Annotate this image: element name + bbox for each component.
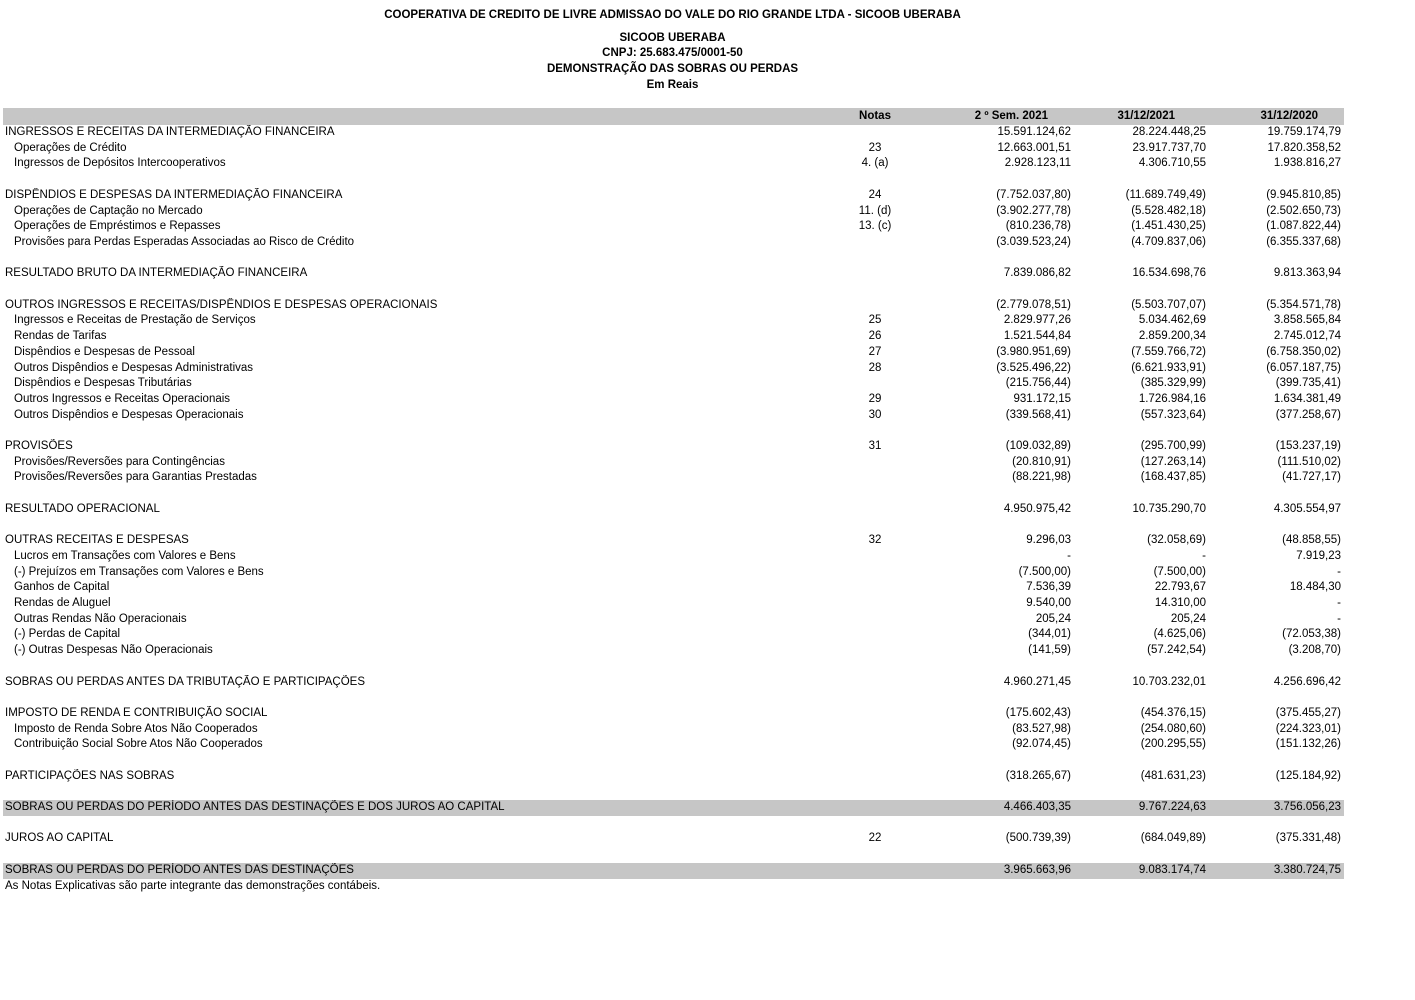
detail-row — [3, 141, 1344, 157]
value-period-3: (3.208,70) — [1288, 644, 1341, 657]
value-period-2: (4.625,06) — [1153, 628, 1206, 641]
value-period-3: (399.735,41) — [1275, 377, 1341, 390]
spacer-row — [3, 518, 1344, 534]
income-statement-table — [3, 108, 1344, 879]
detail-row — [3, 329, 1344, 345]
value-period-3: (1.087.822,44) — [1266, 220, 1341, 233]
row-note: 32 — [868, 534, 882, 547]
detail-row — [3, 470, 1344, 486]
value-period-3: (125.184,92) — [1275, 769, 1341, 782]
spacer-row — [3, 816, 1344, 832]
value-period-1: 2.928.123,11 — [1004, 157, 1071, 170]
row-note — [829, 675, 921, 691]
spacer-row — [3, 690, 1344, 706]
value-period-2: (5.528.482,18) — [1131, 204, 1206, 217]
footnote: As Notas Explicativas são parte integrante das demonstrações contábeis. — [5, 880, 381, 892]
detail-row — [3, 722, 1344, 738]
spacer-cell — [3, 282, 1344, 298]
spacer-cell — [3, 659, 1344, 675]
header-notes: Notas — [829, 108, 921, 125]
detail-row — [3, 549, 1344, 565]
value-period-3: (224.323,01) — [1275, 722, 1341, 735]
row-label: Provisões para Perdas Esperadas Associadas ao Risco de Crédito — [14, 235, 355, 248]
statement-title: DEMONSTRAÇÃO DAS SOBRAS OU PERDAS — [546, 63, 799, 75]
row-note — [829, 769, 921, 785]
value-period-1: 12.663.001,51 — [997, 141, 1071, 154]
detail-row — [3, 156, 1344, 172]
value-period-2: (385.329,99) — [1140, 377, 1206, 390]
value-period-1: (92.074,45) — [1012, 738, 1071, 751]
detail-row — [3, 596, 1344, 612]
value-period-1: 9.296,03 — [1026, 534, 1071, 547]
row-label: SOBRAS OU PERDAS DO PERÍODO ANTES DAS DESTINAÇÕES E DOS JUROS AO CAPITAL — [3, 800, 829, 816]
spacer-row — [3, 659, 1344, 675]
value-period-1: (810.236,78) — [1005, 220, 1071, 233]
value-period-3: 7.919,23 — [1296, 549, 1341, 562]
spacer-cell — [3, 518, 1344, 534]
value-period-1: 9.540,00 — [1026, 597, 1071, 609]
value-period-1: (500.739,39) — [1005, 832, 1071, 845]
value-period-2: 9.767.224,63 — [1074, 800, 1209, 816]
spacer-cell — [3, 423, 1344, 439]
value-period-1: (88.221,98) — [1012, 471, 1071, 484]
row-note — [829, 612, 921, 628]
detail-row — [3, 455, 1344, 471]
value-period-2: 4.306.710,55 — [1138, 157, 1206, 170]
value-period-3: (375.455,27) — [1275, 706, 1341, 719]
value-period-1: (7.500,00) — [1018, 565, 1071, 578]
value-period-3: 2.745.012,74 — [1273, 330, 1341, 343]
table-body — [3, 125, 1344, 879]
row-label: Outros Dispêndios e Despesas Administrativas — [14, 361, 254, 374]
row-note — [829, 580, 921, 596]
row-note — [829, 235, 921, 251]
row-label: Dispêndios e Despesas de Pessoal — [14, 345, 195, 358]
value-period-2: 14.310,00 — [1154, 597, 1206, 609]
value-period-1: 4.960.271,45 — [1003, 675, 1071, 688]
row-note — [829, 455, 921, 471]
value-period-3: 17.820.358,52 — [1267, 141, 1341, 154]
spacer-cell — [3, 690, 1344, 706]
value-period-2: (11.689.749,49) — [1125, 188, 1206, 201]
value-period-3: (6.758.350,02) — [1266, 345, 1341, 358]
value-period-3: 3.380.724,75 — [1209, 863, 1344, 879]
row-note: 30 — [868, 408, 882, 421]
value-period-2: (295.700,99) — [1140, 440, 1206, 452]
row-note: 13. (c) — [858, 220, 892, 233]
spacer-row — [3, 784, 1344, 800]
row-label: Lucros em Transações com Valores e Bens — [14, 549, 236, 562]
spacer-row — [3, 486, 1344, 502]
value-period-2: (32.058,69) — [1147, 534, 1206, 547]
value-period-3: 19.759.174,79 — [1267, 126, 1341, 138]
row-note — [829, 549, 921, 565]
detail-row — [3, 392, 1344, 408]
detail-row — [3, 376, 1344, 392]
value-period-1: (3.980.951,69) — [996, 345, 1071, 358]
value-period-2: (6.621.933,91) — [1131, 361, 1206, 374]
row-label: PARTICIPAÇÕES NAS SOBRAS — [5, 769, 175, 782]
header-period-2: 31/12/2021 — [1074, 108, 1209, 125]
value-period-1: 7.536,39 — [1026, 581, 1071, 594]
row-label: SOBRAS OU PERDAS DO PERÍODO ANTES DAS DESTINAÇÕES — [3, 863, 829, 879]
spacer-row — [3, 753, 1344, 769]
row-note — [829, 298, 921, 314]
value-period-1: 3.965.663,96 — [921, 863, 1074, 879]
value-period-1: (3.902.277,78) — [996, 204, 1071, 217]
row-label: INGRESSOS E RECEITAS DA INTERMEDIAÇÃO FINANCEIRA — [5, 126, 335, 138]
spacer-cell — [3, 847, 1344, 863]
value-period-3: 3.858.565,84 — [1273, 314, 1341, 327]
value-period-3: (48.858,55) — [1282, 534, 1341, 547]
value-period-2: 9.083.174,74 — [1074, 863, 1209, 879]
section-row — [3, 502, 1344, 518]
spacer-cell — [3, 172, 1344, 188]
row-label: Operações de Crédito — [14, 141, 127, 154]
value-period-3: (9.945.810,85) — [1266, 188, 1341, 201]
value-period-1: 931.172,15 — [1013, 392, 1071, 405]
row-label: (-) Prejuízos em Transações com Valores e Bens — [14, 565, 264, 578]
value-period-1: 1.521.544,84 — [1003, 330, 1071, 343]
row-note — [829, 627, 921, 643]
value-period-1: (2.779.078,51) — [996, 298, 1071, 311]
value-period-1: (215.756,44) — [1005, 377, 1071, 390]
row-note: 23 — [868, 141, 882, 154]
row-note — [829, 376, 921, 392]
value-period-1: (318.265,67) — [1005, 769, 1071, 782]
row-note — [829, 863, 921, 879]
row-note: 24 — [868, 188, 882, 201]
value-period-2: (254.080,60) — [1140, 722, 1206, 735]
row-label: IMPOSTO DE RENDA E CONTRIBUIÇÃO SOCIAL — [5, 706, 268, 719]
value-period-3: (151.132,26) — [1275, 738, 1341, 751]
row-note: 4. (a) — [861, 157, 889, 170]
row-note: 11. (d) — [858, 204, 892, 217]
value-period-3: (41.727,17) — [1282, 471, 1341, 484]
value-period-2: (481.631,23) — [1140, 769, 1206, 782]
section-row — [3, 675, 1344, 691]
detail-row — [3, 737, 1344, 753]
row-note — [829, 125, 921, 141]
row-label: Ingressos de Depósitos Intercooperativos — [14, 157, 226, 170]
value-period-2: (57.242,54) — [1147, 644, 1206, 657]
section-row — [3, 188, 1344, 204]
value-period-2: (557.323,64) — [1140, 408, 1206, 421]
row-note — [829, 502, 921, 518]
value-period-3: (5.354.571,78) — [1266, 298, 1341, 311]
header-description — [3, 108, 829, 125]
row-label: SOBRAS OU PERDAS ANTES DA TRIBUTAÇÃO E PARTICIPAÇÕES — [5, 675, 365, 688]
value-period-1: - — [1067, 549, 1071, 562]
detail-row — [3, 565, 1344, 581]
section-row — [3, 266, 1344, 282]
row-label: (-) Perdas de Capital — [14, 628, 121, 641]
row-label: PROVISÕES — [5, 440, 73, 452]
value-period-1: 2.829.977,26 — [1003, 314, 1071, 327]
spacer-row — [3, 847, 1344, 863]
value-period-2: (4.709.837,06) — [1131, 235, 1206, 248]
value-period-1: (83.527,98) — [1012, 722, 1071, 735]
value-period-2: (684.049,89) — [1140, 832, 1206, 845]
row-label: Imposto de Renda Sobre Atos Não Cooperados — [14, 722, 258, 735]
row-note — [829, 706, 921, 722]
spacer-cell — [3, 784, 1344, 800]
row-note: 27 — [868, 345, 882, 358]
row-note — [829, 596, 921, 612]
row-label: DISPÊNDIOS E DESPESAS DA INTERMEDIAÇÃO FINANCEIRA — [5, 188, 343, 201]
row-label: Dispêndios e Despesas Tributárias — [14, 377, 192, 390]
row-label: RESULTADO BRUTO DA INTERMEDIAÇÃO FINANCEIRA — [5, 267, 308, 280]
value-period-3: 3.756.056,23 — [1209, 800, 1344, 816]
detail-row — [3, 345, 1344, 361]
value-period-3: 1.634.381,49 — [1273, 392, 1341, 405]
value-period-3: 4.256.696,42 — [1273, 675, 1341, 688]
section-row — [3, 533, 1344, 549]
section-row — [3, 439, 1344, 455]
value-period-3: (6.057.187,75) — [1266, 361, 1341, 374]
row-label: Provisões/Reversões para Garantias Prestadas — [14, 471, 257, 484]
value-period-2: 16.534.698,76 — [1132, 267, 1206, 280]
detail-row — [3, 235, 1344, 251]
value-period-3: (6.355.337,68) — [1266, 235, 1341, 248]
value-period-1: 15.591.124,62 — [997, 126, 1071, 138]
value-period-3: (377.258,67) — [1275, 408, 1341, 421]
row-label: Outros Ingressos e Receitas Operacionais — [14, 392, 231, 405]
detail-row — [3, 361, 1344, 377]
value-period-1: 4.950.975,42 — [1003, 502, 1071, 515]
detail-row — [3, 408, 1344, 424]
value-period-2: 28.224.448,25 — [1132, 126, 1206, 138]
value-period-3: (153.237,19) — [1275, 440, 1341, 452]
row-label: Operações de Captação no Mercado — [14, 204, 203, 217]
header-period-1: 2 º Sem. 2021 — [921, 108, 1074, 125]
value-period-2: - — [1202, 549, 1206, 562]
currency-note: Em Reais — [646, 79, 699, 91]
value-period-1: 4.466.403,35 — [921, 800, 1074, 816]
detail-row — [3, 204, 1344, 220]
row-note — [829, 722, 921, 738]
section-row — [3, 706, 1344, 722]
value-period-3: 4.305.554,97 — [1273, 502, 1341, 515]
spacer-row — [3, 282, 1344, 298]
total-row — [3, 800, 1344, 816]
value-period-2: (7.559.766,72) — [1131, 345, 1206, 358]
value-period-2: 205,24 — [1170, 612, 1206, 625]
value-period-3: - — [1337, 612, 1341, 625]
value-period-1: (175.602,43) — [1005, 706, 1071, 719]
row-label: Ingressos e Receitas de Prestação de Serviços — [14, 314, 256, 327]
detail-row — [3, 643, 1344, 659]
value-period-2: (200.295,55) — [1140, 738, 1206, 751]
short-name: SICOOB UBERABA — [619, 32, 726, 44]
value-period-1: (344,01) — [1028, 628, 1071, 641]
row-label: Provisões/Reversões para Contingências — [14, 455, 225, 468]
row-label: JUROS AO CAPITAL — [5, 832, 114, 845]
value-period-1: (141,59) — [1028, 644, 1071, 657]
row-note — [829, 737, 921, 753]
row-label: OUTRAS RECEITAS E DESPESAS — [5, 534, 189, 547]
value-period-1: (339.568,41) — [1005, 408, 1071, 421]
row-label: OUTROS INGRESSOS E RECEITAS/DISPÊNDIOS E DESPESAS OPERACIONAIS — [5, 298, 438, 311]
value-period-2: 23.917.737,70 — [1132, 141, 1206, 154]
section-row — [3, 125, 1344, 141]
spacer-cell — [3, 486, 1344, 502]
row-note: 25 — [868, 314, 882, 327]
row-label: Rendas de Aluguel — [14, 597, 111, 609]
spacer-cell — [3, 251, 1344, 267]
value-period-3: (72.053,38) — [1282, 628, 1341, 641]
row-note — [829, 470, 921, 486]
row-label: Operações de Empréstimos e Repasses — [14, 220, 221, 233]
value-period-3: - — [1337, 597, 1341, 609]
value-period-3: 9.813.363,94 — [1273, 267, 1341, 280]
row-label: Contribuição Social Sobre Atos Não Cooperados — [14, 738, 263, 751]
spacer-row — [3, 423, 1344, 439]
value-period-1: 205,24 — [1035, 612, 1071, 625]
value-period-1: (109.032,89) — [1005, 440, 1071, 452]
detail-row — [3, 627, 1344, 643]
detail-row — [3, 612, 1344, 628]
value-period-2: 10.703.232,01 — [1132, 675, 1206, 688]
value-period-2: 22.793,67 — [1154, 581, 1206, 594]
row-label: Outras Rendas Não Operacionais — [14, 612, 187, 625]
row-note — [829, 643, 921, 659]
value-period-2: (7.500,00) — [1153, 565, 1206, 578]
value-period-2: 10.735.290,70 — [1132, 502, 1206, 515]
table-header-row — [3, 108, 1344, 125]
row-note: 22 — [868, 832, 882, 845]
detail-row — [3, 313, 1344, 329]
value-period-1: (7.752.037,80) — [996, 188, 1071, 201]
value-period-3: (2.502.650,73) — [1266, 204, 1341, 217]
detail-row — [3, 580, 1344, 596]
row-note — [829, 266, 921, 282]
value-period-2: (168.437,85) — [1140, 471, 1206, 484]
value-period-1: 7.839.086,82 — [1003, 267, 1071, 280]
value-period-2: 2.859.200,34 — [1138, 330, 1206, 343]
value-period-2: 5.034.462,69 — [1138, 314, 1206, 327]
value-period-1: (3.039.523,24) — [996, 235, 1071, 248]
value-period-2: (1.451.430,25) — [1131, 220, 1206, 233]
value-period-3: - — [1337, 565, 1341, 578]
row-label: Outros Dispêndios e Despesas Operacionais — [14, 408, 244, 421]
row-label: Rendas de Tarifas — [14, 330, 107, 343]
value-period-2: (127.263,14) — [1140, 455, 1206, 468]
row-note: 31 — [868, 440, 882, 452]
value-period-2: (5.503.707,07) — [1131, 298, 1206, 311]
detail-row — [3, 219, 1344, 235]
spacer-row — [3, 251, 1344, 267]
value-period-3: 18.484,30 — [1289, 581, 1341, 594]
row-label: (-) Outras Despesas Não Operacionais — [14, 644, 213, 657]
row-label: RESULTADO OPERACIONAL — [5, 502, 160, 515]
row-label: Ganhos de Capital — [14, 581, 110, 594]
section-row — [3, 298, 1344, 314]
value-period-1: (3.525.496,22) — [996, 361, 1071, 374]
value-period-3: (375.331,48) — [1275, 832, 1341, 845]
section-row — [3, 831, 1344, 847]
row-note — [829, 565, 921, 581]
row-note: 26 — [868, 330, 882, 343]
value-period-2: 1.726.984,16 — [1138, 392, 1206, 405]
spacer-row — [3, 172, 1344, 188]
section-row — [3, 769, 1344, 785]
row-note — [829, 800, 921, 816]
value-period-2: (454.376,15) — [1140, 706, 1206, 719]
header-period-3: 31/12/2020 — [1209, 108, 1344, 125]
company-name: COOPERATIVA DE CREDITO DE LIVRE ADMISSAO DO VALE DO RIO GRANDE LTDA - SICOOB UBERABA — [384, 9, 961, 21]
value-period-3: 1.938.816,27 — [1273, 157, 1341, 170]
row-note: 29 — [868, 392, 882, 405]
row-note: 28 — [868, 361, 882, 374]
cnpj: CNPJ: 25.683.475/0001-50 — [602, 47, 743, 59]
value-period-3: (111.510,02) — [1277, 455, 1341, 468]
spacer-cell — [3, 816, 1344, 832]
total-row — [3, 863, 1344, 879]
value-period-1: (20.810,91) — [1012, 455, 1071, 468]
spacer-cell — [3, 753, 1344, 769]
